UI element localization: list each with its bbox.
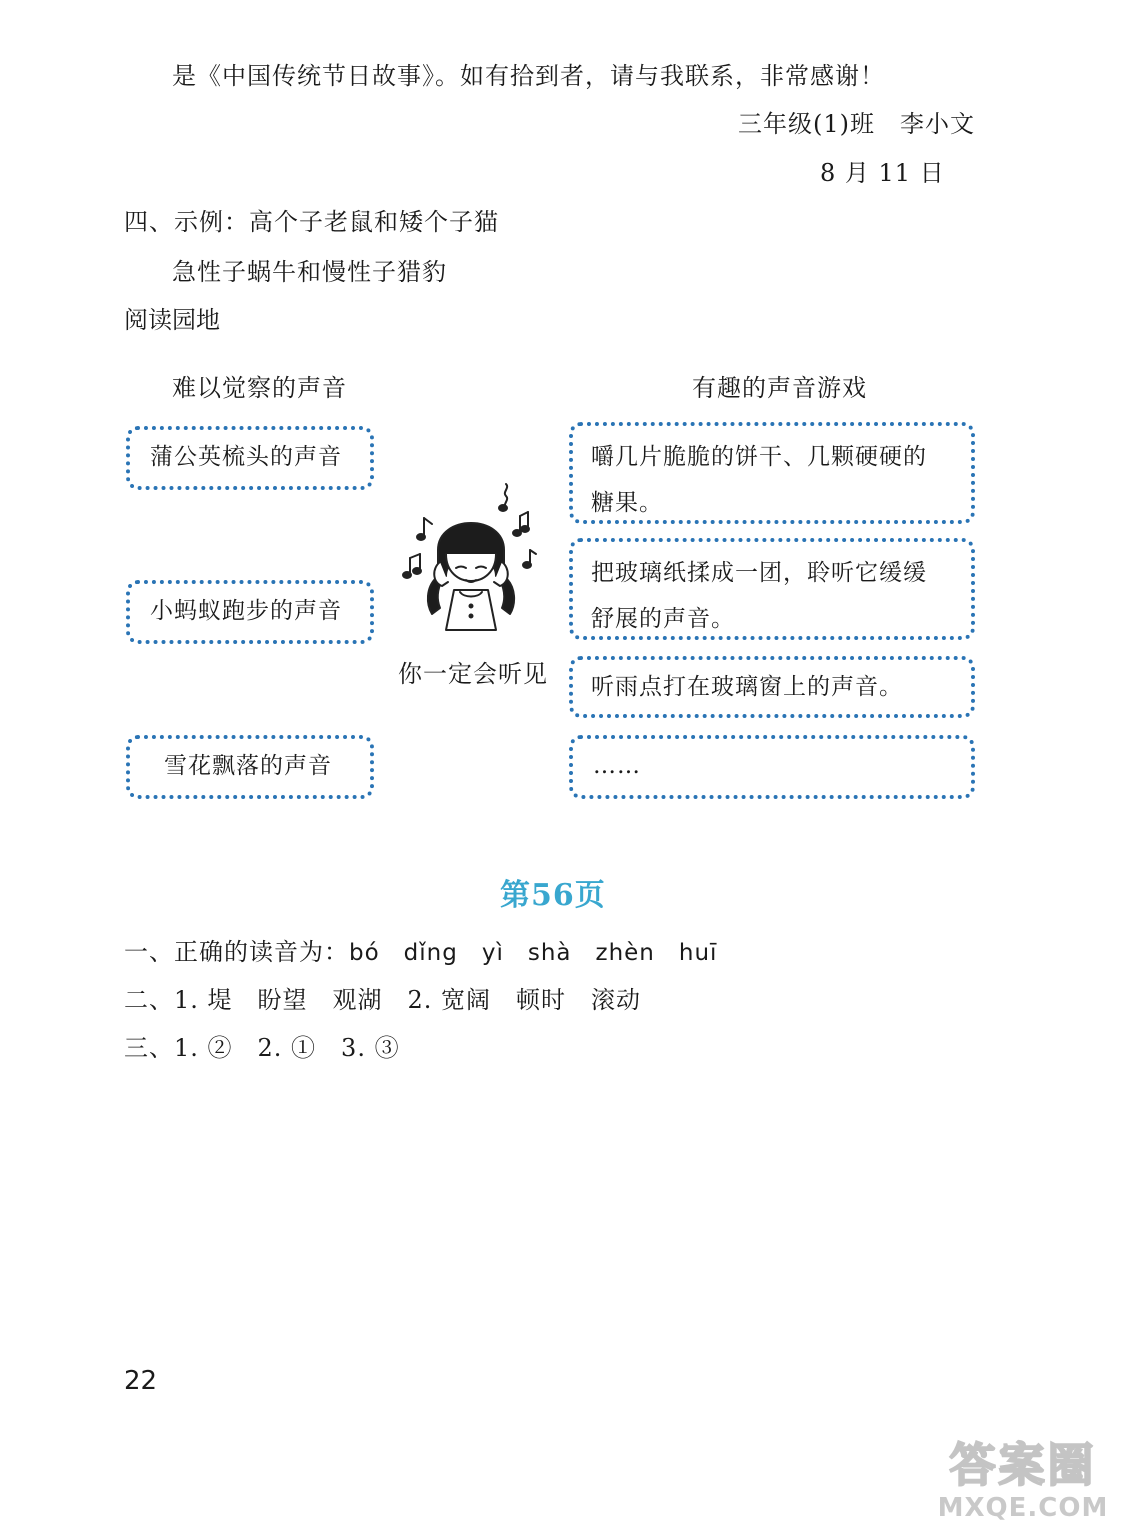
section4-line1: 四、示例：高个子老鼠和矮个子猫 [124,208,499,236]
watermark-url: MXQE.COM [937,1493,1109,1523]
page-title: 第56页 [500,878,606,913]
left-column-title: 难以觉察的声音 [172,374,347,402]
q1-label [124,932,717,967]
notice-line: 是《中国传统节日故事》。如有拾到者，请与我联系，非常感谢！ [172,62,885,90]
page-number: 22 [124,1366,158,1396]
right-game-text: 听雨点打在玻璃窗上的声音。 [591,674,903,700]
reading-heading: 阅读园地 [124,306,220,334]
right-game-text: 嚼几片脆脆的饼干、几颗硬硬的 [591,444,927,470]
music-note-icon [499,484,507,511]
right-game-box [569,656,975,718]
right-game-box [569,422,975,524]
music-note-icon [513,512,529,536]
right-game-text: 舒展的声音。 [591,606,735,632]
music-note-icon [403,554,421,578]
right-game-box [569,538,975,640]
left-sound-text: 雪花飘落的声音 [164,753,332,779]
watermark-logo-text: 答案圈 [949,1438,1097,1492]
right-game-text: 把玻璃纸揉成一团，聆听它缓缓 [591,560,927,586]
left-sound-text: 蒲公英梳头的声音 [150,444,342,470]
q2-line: 二、1. 堤 盼望 观湖 2. 宽阔 顿时 滚动 [124,986,642,1014]
center-caption: 你一定会听见 [398,660,548,688]
notice-date: 8 月 11 日 [820,159,945,187]
watermark-logo [923,1437,1123,1532]
left-sound-box [126,580,374,644]
right-game-box [569,735,975,799]
music-note-icon [417,518,432,540]
left-sound-text: 小蚂蚁跑步的声音 [150,598,342,624]
left-sound-box [126,735,374,799]
q1-label-text: 一、正确的读音为： [124,938,349,966]
q1-pinyin: bó dǐng yì shà zhèn huī [349,940,718,966]
right-game-text: 糖果。 [591,490,663,516]
music-note-icon [523,550,536,568]
q3-line: 三、1. ② 2. ① 3. ③ [124,1034,400,1062]
girl-listening-illustration [396,480,546,640]
right-column-title: 有趣的声音游戏 [692,374,867,402]
right-game-text: …… [593,753,641,779]
left-sound-box [126,426,374,490]
section4-line2: 急性子蜗牛和慢性子猎豹 [172,258,447,286]
notice-signature: 三年级(1)班 李小文 [738,110,975,138]
